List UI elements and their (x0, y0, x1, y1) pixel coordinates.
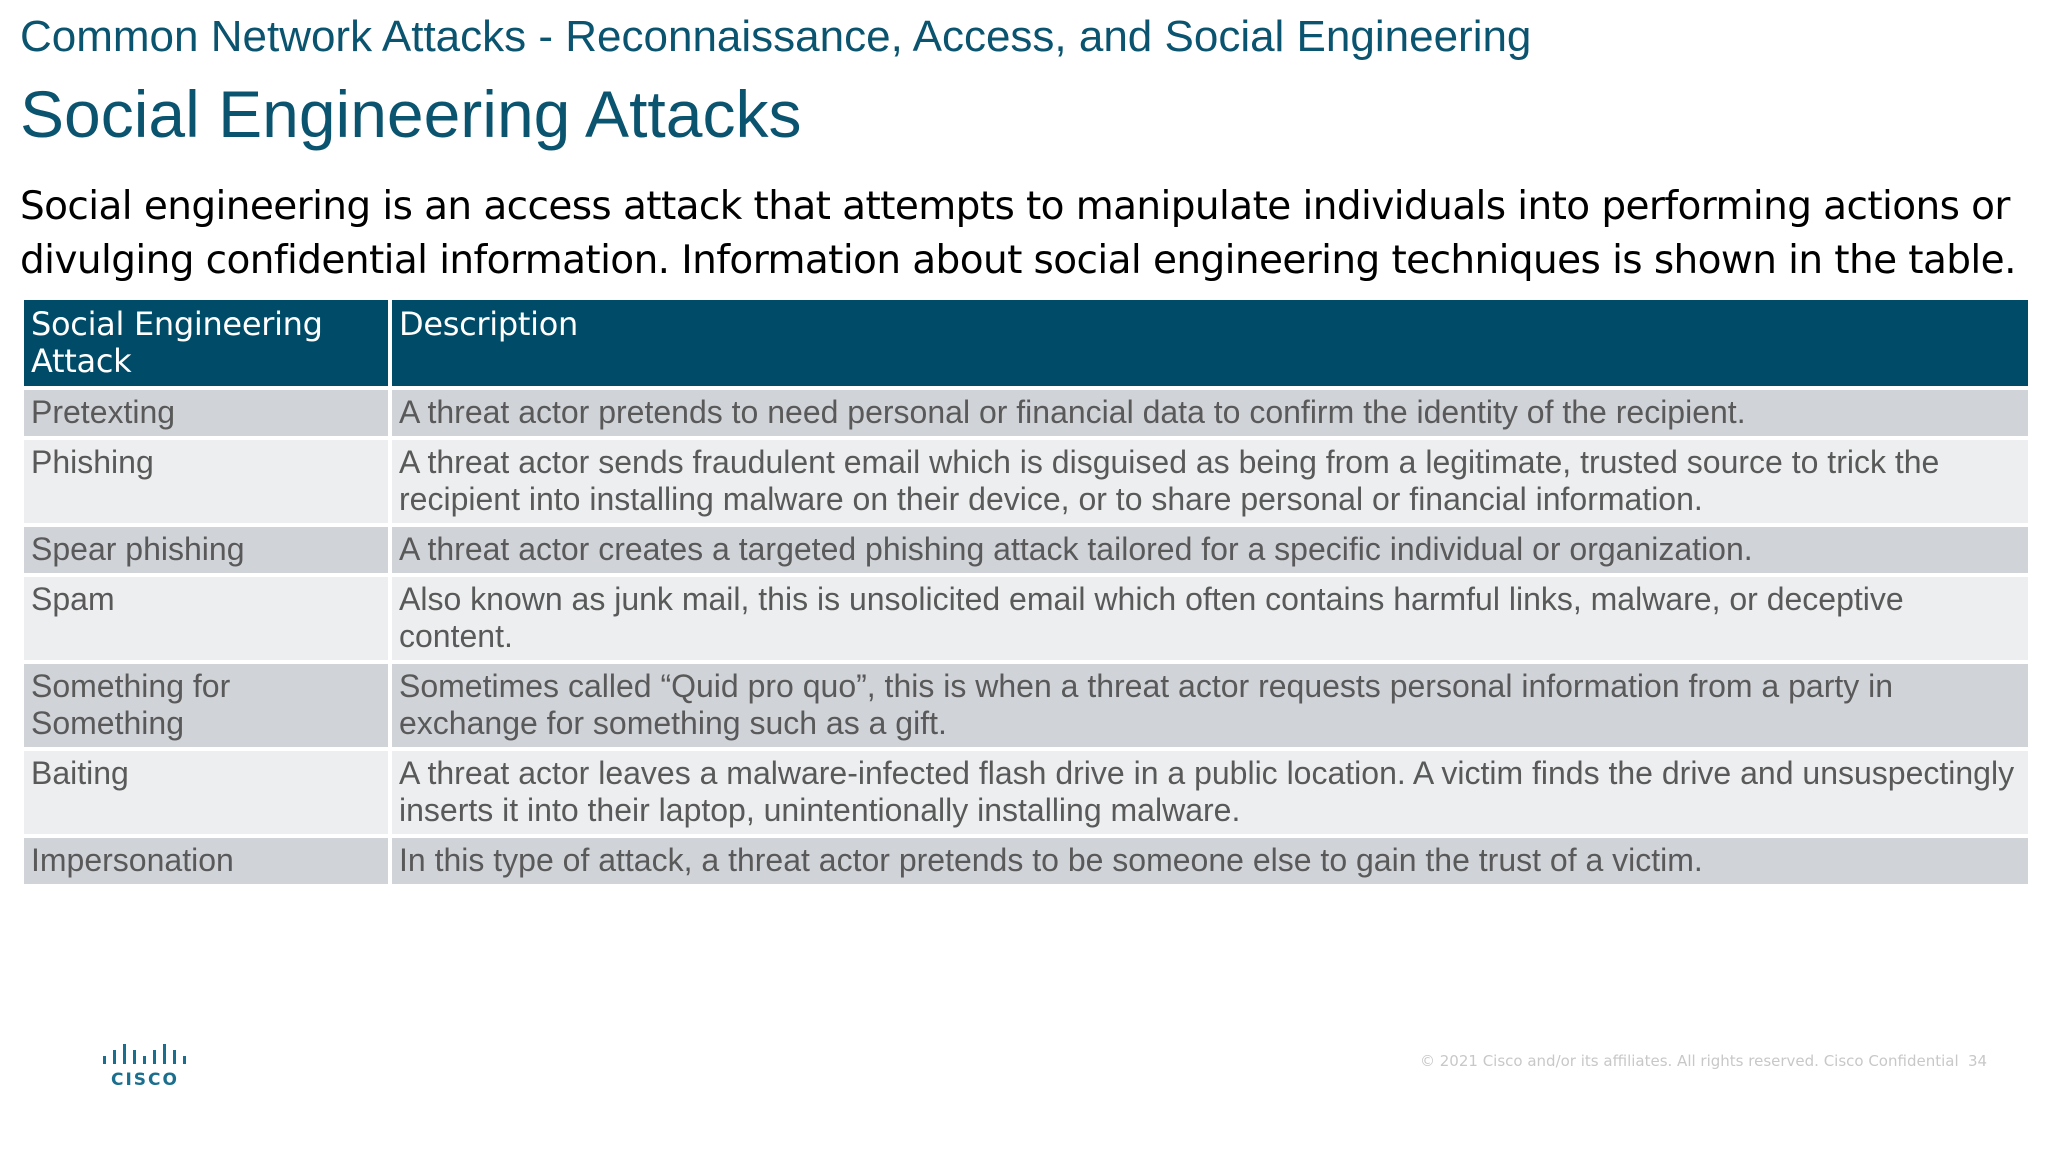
attack-name-cell: Baiting (24, 751, 388, 834)
description-cell: A threat actor pretends to need personal or financial data to confirm the identity of the recipient. (392, 390, 2028, 436)
description-cell: A threat actor creates a targeted phishing attack tailored for a specific individual or organization. (392, 527, 2028, 573)
page-title: Social Engineering Attacks (20, 77, 802, 151)
table-row (24, 527, 2028, 573)
social-engineering-table (20, 296, 2032, 888)
table-row (24, 664, 2028, 747)
intro-paragraph: Social engineering is an access attack that attempts to manipulate individuals into performing actions or divulging confidential information. Information about social engineering techniques is shown in the table. (20, 184, 2016, 283)
attack-name-cell: Impersonation (24, 838, 388, 884)
cisco-bars-icon (100, 1040, 190, 1090)
table-row (24, 751, 2028, 834)
cisco-logo (100, 1040, 190, 1090)
description-cell: A threat actor sends fraudulent email which is disguised as being from a legitimate, trusted source to trick the recipient into installing malware on their device, or to share personal or financial information. (392, 440, 2028, 523)
section-supertitle: Common Network Attacks - Reconnaissance, Access, and Social Engineering (20, 12, 1532, 61)
table-row (24, 838, 2028, 884)
table-row (24, 390, 2028, 436)
column-header-description: Description (392, 300, 2028, 386)
description-cell: In this type of attack, a threat actor pretends to be someone else to gain the trust of a victim. (392, 838, 2028, 884)
attack-name-cell: Pretexting (24, 390, 388, 436)
page-number: 34 (1968, 1052, 1988, 1070)
attack-name-cell: Something for Something (24, 664, 388, 747)
description-cell: Sometimes called “Quid pro quo”, this is when a threat actor requests personal information from a party in exchange for something such as a gift. (392, 664, 2028, 747)
cisco-wordmark: CISCO (111, 1070, 179, 1090)
attack-name-cell: Spam (24, 577, 388, 660)
description-cell: A threat actor leaves a malware-infected flash drive in a public location. A victim finds the drive and unsuspectingly inserts it into their laptop, unintentionally installing malware. (392, 751, 2028, 834)
description-cell: Also known as junk mail, this is unsolicited email which often contains harmful links, malware, or deceptive content. (392, 577, 2028, 660)
table-row (24, 577, 2028, 660)
column-header-attack: Social Engineering Attack (24, 300, 388, 386)
footer (1420, 1052, 1990, 1070)
table-row (24, 440, 2028, 523)
table-header-row (24, 300, 2028, 386)
attack-name-cell: Phishing (24, 440, 388, 523)
copyright-text: © 2021 Cisco and/or its affiliates. All rights reserved. Cisco Confidential (1420, 1052, 1959, 1070)
attack-name-cell: Spear phishing (24, 527, 388, 573)
